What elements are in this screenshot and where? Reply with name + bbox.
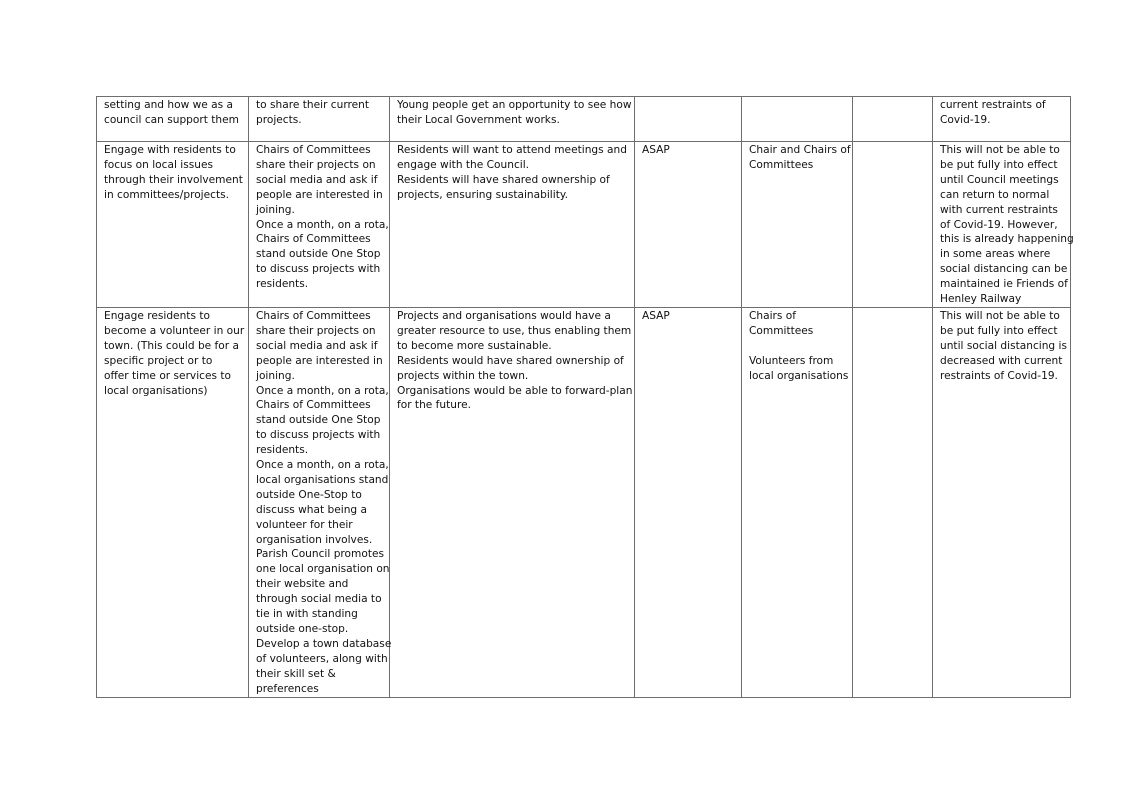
cell-text-line: to become more sustainable. xyxy=(397,339,552,352)
cell-text-line: be put fully into effect xyxy=(940,158,1058,171)
cell-text-line: Projects and organisations would have a xyxy=(397,309,611,322)
cell-text-line: social distancing can be xyxy=(940,263,1068,276)
cell-text-line: of Covid-19. However, xyxy=(940,218,1058,231)
table-row xyxy=(97,142,1071,308)
cell-text-line: their website and xyxy=(256,578,349,591)
cell-text-line: Young people get an opportunity to see how xyxy=(397,99,632,111)
cell-text-line: until social distancing is xyxy=(940,339,1067,352)
cell-text-line: Committees xyxy=(749,324,814,337)
cell-text-line: for the future. xyxy=(397,399,472,412)
cell-text-line: Covid-19. xyxy=(940,113,991,126)
table-row xyxy=(97,307,1071,697)
cell-text-line: greater resource to use, thus enabling them xyxy=(397,324,632,337)
blank-line xyxy=(749,339,846,354)
cell-text-line: Volunteers from xyxy=(749,354,834,367)
outcome-cell xyxy=(390,142,635,308)
cell-text-line: in committees/projects. xyxy=(104,188,229,201)
cell-text-line: people are interested in xyxy=(256,354,383,367)
resources-cell xyxy=(853,307,933,697)
timescale-cell xyxy=(635,307,742,697)
cell-text-line: their skill set & xyxy=(256,667,336,680)
timescale-cell xyxy=(635,97,742,142)
cell-text-line: through social media to xyxy=(256,593,382,606)
cell-text-line: Chairs of xyxy=(749,309,796,322)
cell-text-line: ASAP xyxy=(642,144,670,156)
cell-text-line: discuss what being a xyxy=(256,503,368,516)
cell-text-line: until Council meetings xyxy=(940,173,1059,186)
cell-text-line: residents. xyxy=(256,278,309,291)
resources-cell xyxy=(853,97,933,142)
cell-text-line: projects, ensuring sustainability. xyxy=(397,188,568,201)
objective-cell xyxy=(97,307,249,697)
cell-text-line: projects within the town. xyxy=(397,369,529,382)
cell-text-line: This will not be able to xyxy=(940,144,1060,156)
cell-text-line: Chairs of Committees xyxy=(256,309,371,322)
cell-text-line: social media and ask if xyxy=(256,339,378,352)
cell-text-line: their Local Government works. xyxy=(397,113,560,126)
notes-cell xyxy=(933,97,1071,142)
cell-text-line: to discuss projects with xyxy=(256,429,381,442)
cell-text-line: through their involvement xyxy=(104,173,243,186)
cell-text-line: Chairs of Committees xyxy=(256,233,371,246)
cell-text-line: Develop a town database xyxy=(256,637,392,650)
cell-text-line: specific project or to xyxy=(104,354,213,367)
cell-text-line: Once a month, on a rota, xyxy=(256,218,389,231)
cell-text-line: to discuss projects with xyxy=(256,263,381,276)
table-row xyxy=(97,97,1071,142)
outcome-cell xyxy=(390,97,635,142)
cell-text-line: offer time or services to xyxy=(104,369,231,382)
cell-text-line: restraints of Covid-19. xyxy=(940,369,1058,382)
objective-cell xyxy=(97,97,249,142)
outcome-cell xyxy=(390,307,635,697)
cell-text-line: share their projects on xyxy=(256,158,376,171)
cell-text-line: joining. xyxy=(256,203,295,216)
cell-text-line: in some areas where xyxy=(940,248,1051,261)
responsible-cell xyxy=(742,97,853,142)
cell-text-line: decreased with current xyxy=(940,354,1063,367)
cell-text-line: Chairs of Committees xyxy=(256,144,371,156)
resources-cell xyxy=(853,142,933,308)
cell-text-line: social media and ask if xyxy=(256,173,378,186)
cell-text-line: organisation involves. xyxy=(256,533,373,546)
cell-text-line: be put fully into effect xyxy=(940,324,1058,337)
cell-text-line: council can support them xyxy=(104,113,239,126)
cell-text-line: residents. xyxy=(256,444,309,457)
cell-text-line: town. (This could be for a xyxy=(104,339,239,352)
responsible-cell xyxy=(742,307,853,697)
notes-cell xyxy=(933,307,1071,697)
cell-text-line: outside One-Stop to xyxy=(256,488,362,501)
cell-text-line: projects. xyxy=(256,113,302,126)
responsible-cell xyxy=(742,142,853,308)
cell-text-line: can return to normal xyxy=(940,188,1050,201)
cell-text-line: Chairs of Committees xyxy=(256,399,371,412)
cell-text-line: maintained ie Friends of xyxy=(940,278,1068,291)
cell-text-line: Residents will have shared ownership of xyxy=(397,173,610,186)
cell-text-line: Henley Railway xyxy=(940,293,1022,306)
cell-text-line: This will not be able to xyxy=(940,309,1060,322)
cell-text-line: stand outside One Stop xyxy=(256,248,381,261)
cell-text-line: Parish Council promotes xyxy=(256,548,385,561)
cell-text-line: Engage residents to xyxy=(104,309,210,322)
cell-text-line: local organisations stand xyxy=(256,473,389,486)
cell-text-line: with current restraints xyxy=(940,203,1058,216)
action-plan-table xyxy=(96,96,1074,698)
cell-text-line: Once a month, on a rota, xyxy=(256,459,389,472)
cell-text-line: setting and how we as a xyxy=(104,99,234,111)
cell-text-line: share their projects on xyxy=(256,324,376,337)
cell-text-line: preferences xyxy=(256,682,319,695)
action-cell xyxy=(249,142,390,308)
cell-text-line: this is already happening xyxy=(940,233,1074,246)
cell-text-line: joining. xyxy=(256,369,295,382)
action-cell xyxy=(249,97,390,142)
action-cell xyxy=(249,307,390,697)
timescale-cell xyxy=(635,142,742,308)
cell-text-line: people are interested in xyxy=(256,188,383,201)
cell-text-line: tie in with standing xyxy=(256,608,358,621)
cell-text-line: focus on local issues xyxy=(104,158,213,171)
cell-text-line: one local organisation on xyxy=(256,563,390,576)
cell-text-line: engage with the Council. xyxy=(397,158,530,171)
cell-text-line: local organisations xyxy=(749,369,849,382)
cell-text-line: current restraints of xyxy=(940,99,1046,111)
cell-text-line: Organisations would be able to forward-plan xyxy=(397,384,633,397)
cell-text-line: ASAP xyxy=(642,309,670,322)
cell-text-line: volunteer for their xyxy=(256,518,353,531)
cell-text-line: Residents will want to attend meetings and xyxy=(397,144,627,156)
cell-text-line: outside one-stop. xyxy=(256,623,349,635)
cell-text-line: Residents would have shared ownership of xyxy=(397,354,624,367)
cell-text-line: to share their current xyxy=(256,99,370,111)
cell-text-line: Engage with residents to xyxy=(104,144,236,156)
cell-text-line: become a volunteer in our xyxy=(104,324,245,337)
cell-text-line: stand outside One Stop xyxy=(256,414,381,427)
notes-cell xyxy=(933,142,1074,308)
cell-text-line: Once a month, on a rota, xyxy=(256,384,389,397)
objective-cell xyxy=(97,142,249,308)
cell-text-line: of volunteers, along with xyxy=(256,652,388,665)
cell-text-line: Chair and Chairs of xyxy=(749,144,851,156)
cell-text-line: Committees xyxy=(749,158,814,171)
cell-text-line: local organisations) xyxy=(104,384,208,397)
